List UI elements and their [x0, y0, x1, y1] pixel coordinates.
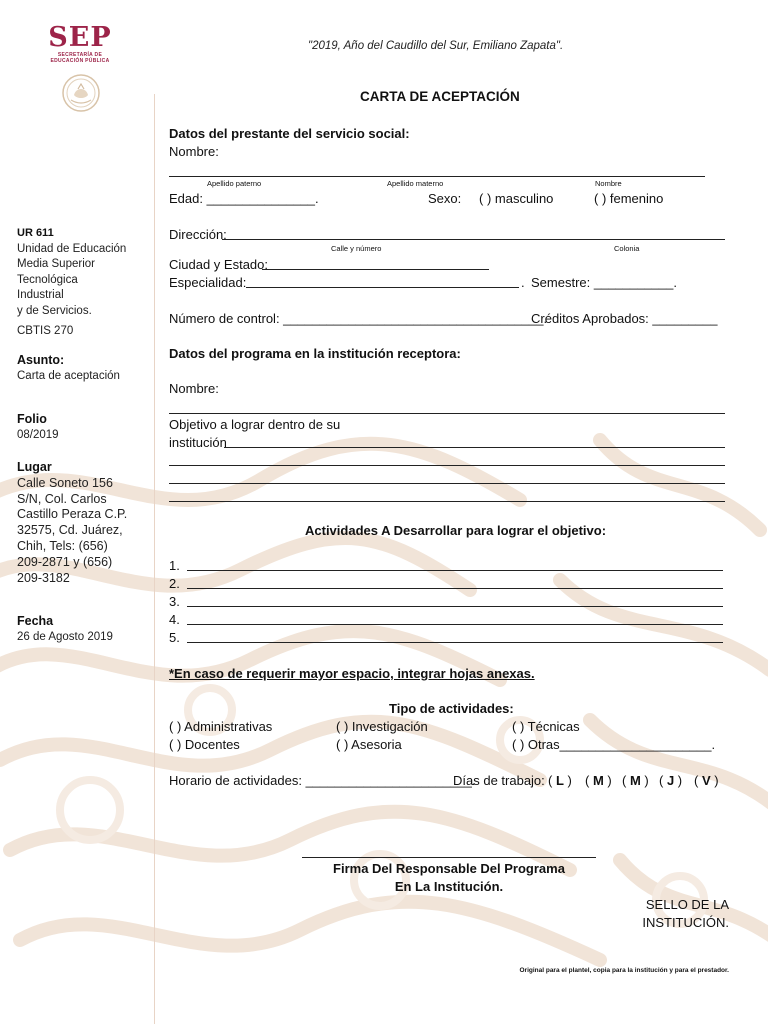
calle-numero-caption: Calle y número	[331, 244, 382, 253]
activity-number: 4.	[169, 612, 180, 627]
firma-label-1: Firma Del Responsable Del Programa	[333, 861, 565, 876]
nombre2-line[interactable]	[169, 413, 725, 414]
tipo-tecnicas[interactable]: ( ) Técnicas	[512, 719, 580, 734]
lugar-line-2: S/N, Col. Carlos	[17, 491, 107, 506]
ciudad-label: Ciudad y Estado:	[169, 257, 269, 272]
tipo-title: Tipo de actividades:	[389, 701, 514, 716]
tipo-administrativas[interactable]: ( ) Administrativas	[169, 719, 273, 734]
asunto-label: Asunto:	[17, 353, 65, 367]
activity-number: 5.	[169, 630, 180, 645]
dia-option[interactable]	[548, 773, 572, 788]
objetivo-label-2: institución	[169, 435, 227, 450]
unit-line-2: Media Superior	[17, 258, 95, 270]
objetivo-line-4[interactable]	[169, 501, 725, 502]
folio-label: Folio	[17, 412, 47, 426]
activity-number: 3.	[169, 594, 180, 609]
apellido-paterno-caption: Apellido paterno	[207, 179, 262, 188]
apellido-materno-caption: Apellido materno	[387, 179, 444, 188]
activity-number: 1.	[169, 558, 180, 573]
tipo-otras[interactable]: ( ) Otras_____________________.	[512, 737, 716, 752]
national-seal-icon	[61, 73, 101, 113]
firma-label-2: En La Institución.	[394, 879, 504, 894]
activity-line[interactable]	[187, 624, 723, 625]
dia-close-paren: )	[640, 773, 649, 788]
punto-especialidad: .	[521, 275, 525, 290]
lugar-line-5: Chih, Tels: (656)	[17, 538, 108, 553]
dia-close-paren: )	[603, 773, 612, 788]
dia-close-paren: )	[563, 773, 572, 788]
objetivo-line-3[interactable]	[169, 483, 725, 484]
copy-note: Original para el plantel, copia para la institución y para el prestador.	[519, 967, 729, 974]
masculino-option[interactable]: ( ) masculino	[479, 191, 554, 206]
tipo-investigacion[interactable]: ( ) Investigación	[336, 719, 428, 734]
fecha-block	[17, 614, 145, 645]
sidebar-unit-block	[17, 226, 145, 319]
tipo-docentes[interactable]: ( ) Docentes	[169, 737, 240, 752]
nombre2-label: Nombre:	[169, 381, 219, 396]
tipo-asesoria[interactable]: ( ) Asesoria	[336, 737, 402, 752]
sep-logo-subtitle-1: SECRETARÍA DE	[57, 52, 103, 58]
dia-open-paren: (	[659, 773, 667, 788]
edad-field[interactable]: Edad: _______________.	[169, 191, 319, 206]
unit-line-4: Industrial	[17, 289, 64, 301]
firma-line[interactable]	[302, 857, 596, 858]
school-name: CBTIS 270	[17, 325, 74, 337]
dia-option[interactable]	[585, 773, 612, 788]
activity-line[interactable]	[187, 642, 723, 643]
especialidad-line[interactable]	[246, 287, 519, 288]
section2-title: Datos del programa en la institución receptora:	[169, 346, 461, 361]
lugar-line-3: Castillo Peraza C.P.	[17, 507, 128, 522]
dia-option[interactable]	[659, 773, 682, 788]
dia-open-paren: (	[548, 773, 556, 788]
activity-line[interactable]	[187, 570, 723, 571]
objetivo-line-2[interactable]	[169, 465, 725, 466]
sello-label-1: SELLO DE LA	[645, 897, 729, 912]
sep-logo	[40, 24, 120, 64]
lugar-line-4: 32575, Cd. Juárez,	[17, 523, 123, 538]
dia-close-paren: )	[710, 773, 719, 788]
lugar-block	[17, 460, 145, 586]
dia-letter: L	[555, 773, 564, 788]
dia-open-paren: (	[622, 773, 630, 788]
unit-line-3: Tecnológica	[17, 273, 78, 286]
folio-block	[17, 412, 145, 443]
nombre-caption: Nombre	[595, 179, 622, 188]
dia-letter: J	[666, 773, 675, 788]
colonia-caption: Colonia	[614, 244, 640, 253]
form-title: CARTA DE ACEPTACIÓN	[360, 89, 520, 104]
objetivo-label-1: Objetivo a lograr dentro de su	[169, 417, 341, 432]
dia-letter: M	[592, 773, 604, 788]
sidebar-divider	[154, 94, 155, 1024]
dia-option[interactable]	[694, 773, 719, 788]
control-field[interactable]: Número de control: ____________________________________.	[169, 311, 548, 326]
semestre-field[interactable]: Semestre: ___________.	[531, 275, 677, 290]
asunto-value: Carta de aceptación	[17, 369, 120, 382]
direccion-line[interactable]	[222, 239, 725, 240]
lugar-label: Lugar	[17, 460, 52, 474]
ur-code: UR 611	[17, 227, 54, 239]
dia-open-paren: (	[585, 773, 593, 788]
unit-line-5: y de Servicios.	[17, 304, 92, 317]
sello-label-2: INSTITUCIÓN.	[642, 915, 729, 930]
sexo-label: Sexo:	[428, 191, 462, 206]
direccion-label: Dirección:	[169, 227, 227, 242]
ciudad-line[interactable]	[262, 269, 489, 270]
dia-open-paren: (	[694, 773, 702, 788]
section1-title: Datos del prestante del servicio social:	[169, 126, 410, 141]
lugar-line-1: Calle Soneto 156	[17, 475, 113, 490]
sep-logo-subtitle-2: EDUCACIÓN PÚBLICA	[50, 58, 110, 64]
nombre-label: Nombre:	[169, 144, 219, 159]
dia-option[interactable]	[622, 773, 649, 788]
lugar-line-7: 209-3182	[17, 570, 70, 585]
year-motto: "2019, Año del Caudillo del Sur, Emiliano Zapata".	[308, 40, 564, 52]
folio-value: 08/2019	[17, 428, 59, 441]
dia-letter: M	[629, 773, 641, 788]
activity-line[interactable]	[187, 606, 723, 607]
dia-close-paren: )	[674, 773, 683, 788]
unit-line-1: Unidad de Educación	[17, 242, 127, 255]
lugar-line-6: 209-2871 y (656)	[17, 554, 113, 569]
femenino-option[interactable]: ( ) femenino	[594, 191, 664, 206]
asunto-block	[17, 353, 145, 384]
creditos-field[interactable]: Créditos Aprobados: _________	[531, 311, 718, 326]
sep-logo-text: SEP	[48, 22, 112, 53]
activity-number: 2.	[169, 576, 180, 591]
dias-label: Días de trabajo:	[453, 773, 545, 788]
nota-anexos: *En caso de requerir mayor espacio, integrar hojas anexas.	[169, 666, 535, 681]
fecha-value: 26 de Agosto 2019	[17, 630, 113, 643]
especialidad-label: Especialidad:	[169, 275, 247, 290]
actividades-title: Actividades A Desarrollar para lograr el objetivo:	[305, 523, 607, 538]
fecha-label: Fecha	[17, 614, 54, 628]
dia-letter: V	[701, 773, 711, 788]
activity-line[interactable]	[187, 588, 723, 589]
nombre-line[interactable]	[169, 176, 705, 177]
horario-field[interactable]: Horario de actividades: _______________________.	[169, 773, 476, 788]
objetivo-line-1[interactable]	[224, 447, 725, 448]
